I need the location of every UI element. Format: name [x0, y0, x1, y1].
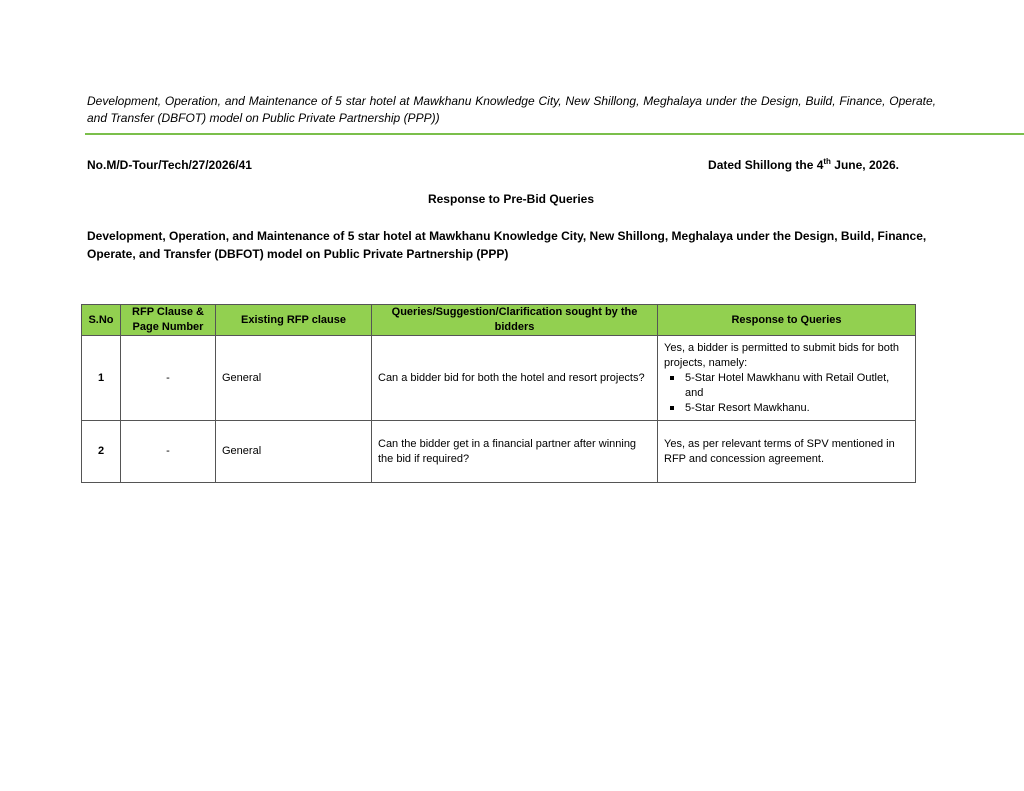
cell-query: Can a bidder bid for both the hotel and resort projects? [372, 336, 658, 421]
cell-query: Can the bidder get in a financial partner after winning the bid if required? [372, 421, 658, 483]
project-description: Development, Operation, and Maintenance of 5 star hotel at Mawkhanu Knowledge City, New Shillong, Meghalaya under the Design, Build, Finance, Operate, and Transfer (DBFOT) model on Public Private Partnership (PPP) [87, 229, 927, 261]
cell-response [658, 336, 916, 421]
cell-rfp-clause: - [121, 336, 216, 421]
response-list-item: 5-Star Hotel Mawkhanu with Retail Outlet, and [664, 371, 909, 401]
header-divider [85, 133, 1024, 135]
response-intro: Yes, a bidder is permitted to submit bids for both projects, namely: [664, 341, 899, 369]
cell-sno: 2 [82, 421, 121, 483]
table-row [82, 421, 916, 483]
column-header-queries: Queries/Suggestion/Clarification sought by the bidders [372, 305, 658, 336]
reference-line [87, 158, 899, 176]
cell-sno: 1 [82, 336, 121, 421]
reference-number: No.M/D-Tour/Tech/27/2026/41 [87, 158, 252, 172]
page-header-title: Development, Operation, and Maintenance of 5 star hotel at Mawkhanu Knowledge City, New Shillong, Meghalaya under the Design, Build, Finance, Operate, and Transfer (DBFOT) model on Public Private Partnership (PPP)) [87, 94, 936, 125]
issue-date-prefix: Dated Shillong the 4 [708, 158, 824, 172]
cell-existing-clause: General [216, 421, 372, 483]
column-header-response: Response to Queries [658, 305, 916, 336]
response-list [664, 371, 909, 416]
cell-rfp-clause: - [121, 421, 216, 483]
issue-date-ordinal: th [823, 157, 831, 166]
table-header-row [82, 305, 916, 336]
issue-date [708, 158, 899, 172]
column-header-existing-clause: Existing RFP clause [216, 305, 372, 336]
cell-existing-clause: General [216, 336, 372, 421]
cell-response: Yes, as per relevant terms of SPV mentioned in RFP and concession agreement. [658, 421, 916, 483]
table-row [82, 336, 916, 421]
column-header-sno: S.No [82, 305, 121, 336]
prebid-queries-table [81, 304, 916, 483]
issue-date-rest: June, 2026. [830, 158, 899, 172]
document-title: Response to Pre-Bid Queries [427, 192, 595, 206]
response-list-item: 5-Star Resort Mawkhanu. [664, 401, 909, 416]
column-header-rfp-clause: RFP Clause & Page Number [121, 305, 216, 336]
